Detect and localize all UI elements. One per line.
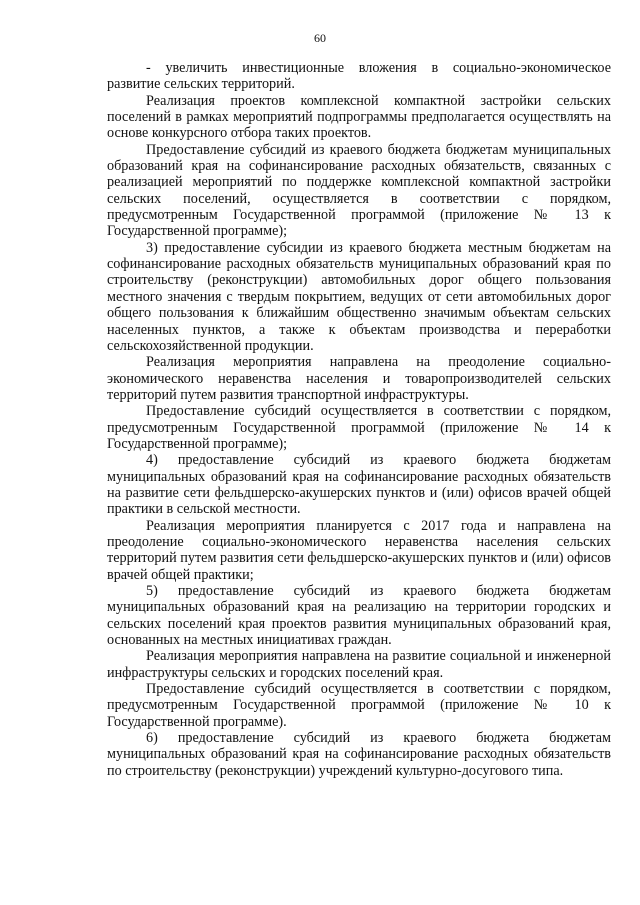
- paragraph: Предоставление субсидий осуществляется в соответствии с порядком, предусмотренным Государственной программой (приложение № 10 к Государственной программе).: [107, 681, 611, 730]
- paragraph: Реализация проектов комплексной компактной застройки сельских поселений в рамках мероприятий подпрограммы предполагается осуществлять на основе конкурсного отбора таких проектов.: [107, 92, 611, 142]
- body-text: [107, 60, 611, 779]
- paragraph: - увеличить инвестиционные вложения в социально-экономическое развитие сельских территорий.: [107, 60, 611, 93]
- paragraph: Предоставление субсидий осуществляется в соответствии с порядком, предусмотренным Государственной программой (приложение № 14 к Государственной программе);: [107, 403, 611, 452]
- paragraph: 4) предоставление субсидий из краевого бюджета бюджетам муниципальных образований края на софинансирование расходных обязательств на развитие сети фельдшерско-акушерских пунктов и (или) офисов врачей общей практики в сельской местности.: [107, 452, 611, 518]
- paragraph: Реализация мероприятия направлена на преодоление социально-экономического неравенства населения и товаропроизводителей сельских территорий путем развития транспортной инфраструктуры.: [107, 354, 611, 403]
- paragraph: Реализация мероприятия планируется с 2017 года и направлена на преодоление социально-экономического неравенства населения сельских территорий путем развития сети фельдшерско-акушерских пунктов и (или) офисов врачей общей практики;: [107, 517, 611, 583]
- paragraph: Реализация мероприятия направлена на развитие социальной и инженерной инфраструктуры сельских и городских поселений края.: [107, 648, 611, 681]
- paragraph: 3) предоставление субсидии из краевого бюджета местным бюджетам на софинансирование расходных обязательств муниципальных образований края по строительству (реконструкции) автомобильных дорог общего пользования местного значения с твердым покрытием, ведущих от сети автомобильных дорог общего пользования к ближайшим общественно значимым объектам сельских населенных пунктов, а также к объектам производства и переработки сельскохозяйственной продукции.: [107, 239, 611, 354]
- paragraph: Предоставление субсидий из краевого бюджета бюджетам муниципальных образований края на софинансирование расходных обязательств, связанных с реализацией мероприятий по поддержке комплексной компактной застройки сельских поселений, осуществляется в соответствии с порядком, предусмотренным Государственной программой (приложение № 13 к Государственной программе);: [107, 141, 611, 240]
- page-number: 60: [314, 31, 326, 45]
- paragraph: 6) предоставление субсидий из краевого бюджета бюджетам муниципальных образований края на софинансирование расходных обязательств по строительству (реконструкции) учреждений культурно-досугового типа.: [107, 730, 611, 779]
- paragraph: 5) предоставление субсидий из краевого бюджета бюджетам муниципальных образований края на реализацию на территории городских и сельских поселений края проектов развития муниципальных образований края, основанных на местных инициативах граждан.: [107, 583, 611, 649]
